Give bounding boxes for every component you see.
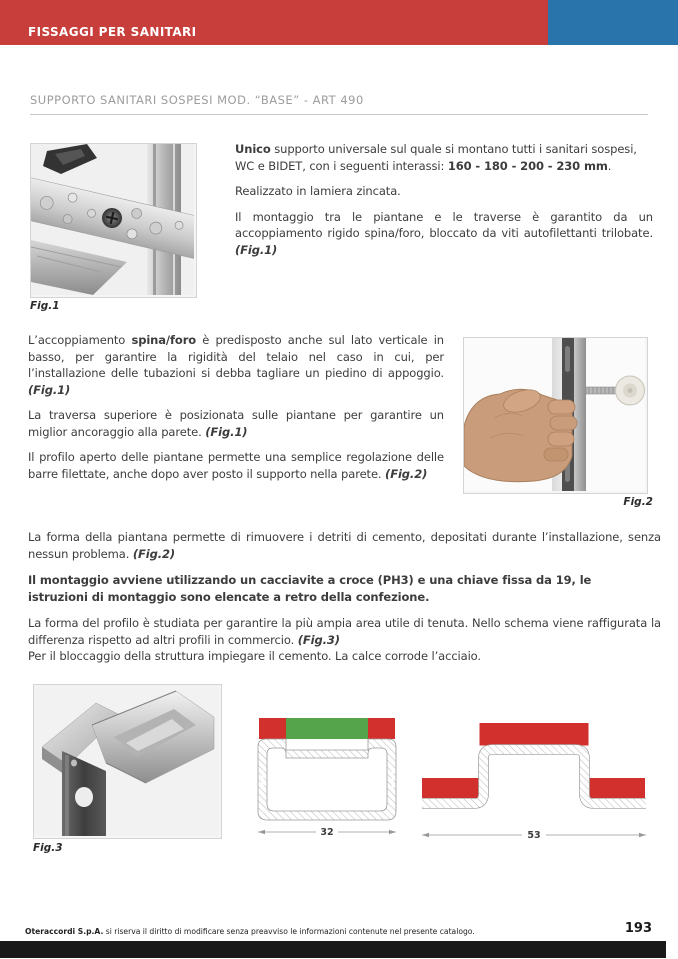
text-run: spina/foro <box>131 333 197 347</box>
seal-zone-left-wing <box>422 778 480 798</box>
dimension-line-53 <box>422 829 646 842</box>
header-blue-square <box>548 0 678 45</box>
fig2-hand-adjustment-illustration <box>464 338 645 491</box>
lower-text <box>28 529 661 665</box>
middle-text <box>28 332 444 482</box>
fig1-caption: Fig.1 <box>30 300 60 312</box>
paragraph <box>28 332 444 398</box>
text-run: Unico <box>235 142 271 156</box>
text-run: . <box>607 158 612 173</box>
fig3-profile-illustration <box>34 685 219 836</box>
paragraph <box>235 209 653 259</box>
fig3-caption: Fig.3 <box>33 842 63 854</box>
seal-zone-right <box>368 718 395 739</box>
text-run: Il profilo aperto delle piantane permette una semplice regolazione delle barre filettate, anche dopo aver posto il supporto nella parete. <box>28 450 444 481</box>
profile-diagram-32 <box>250 708 405 843</box>
grip-zone-center <box>286 718 368 739</box>
page-category-title: FISSAGGI PER SANITARI <box>28 25 197 39</box>
text-run: L’accoppiamento <box>28 333 132 347</box>
text-run: La traversa superiore è posizionata sulle piantane per garantire un miglior ancoraggio alla parete. <box>28 408 444 439</box>
paragraph <box>28 407 444 440</box>
figure-reference: (Fig.2) <box>132 546 176 561</box>
dimension-label: 53 <box>527 830 541 841</box>
paragraph <box>28 615 661 648</box>
fig2-photo <box>463 337 648 494</box>
paragraph <box>235 141 653 174</box>
seal-zone-left <box>259 718 286 739</box>
figure-reference: (Fig.3) <box>297 632 340 647</box>
text-run: La forma della piantana permette di rimuovere i detriti di cemento, depositati durante l’installazione, senza nessun problema. <box>28 530 661 561</box>
dimension-label: 32 <box>320 827 334 838</box>
dimension-line-32 <box>258 826 396 839</box>
paragraph <box>235 183 653 200</box>
paragraph <box>28 449 444 482</box>
fig2-caption: Fig.2 <box>623 496 653 508</box>
figure-reference: (Fig.1) <box>28 382 71 397</box>
paragraph <box>28 529 661 562</box>
paragraph <box>28 648 661 665</box>
paragraph-bold <box>28 572 605 605</box>
figure-reference: (Fig.1) <box>235 242 278 257</box>
section-title: SUPPORTO SANITARI SOSPESI MOD. “BASE” - ART 490 <box>30 93 364 107</box>
text-run: supporto universale sul quale si montano tutti i sanitari sospesi, WC e BIDET, con i seguenti interassi: <box>235 142 637 173</box>
header-bar <box>0 0 678 45</box>
text-run: La forma del profilo è studiata per garantire la più ampia area utile di tenuta. Nello schema viene raffigurata la differenza rispetto ad altri profili in commercio. <box>28 616 661 647</box>
text-run: Per il bloccaggio della struttura impiegare il cemento. La calce corrode l’acciaio. <box>28 649 481 663</box>
fig1-photo <box>30 143 197 298</box>
page-number: 193 <box>624 921 652 936</box>
fig1-bracket-illustration <box>31 144 194 295</box>
figure-reference: (Fig.2) <box>385 466 428 481</box>
company-name: Oteraccordi S.p.A. <box>25 927 104 936</box>
text-run: Realizzato in lamiera zincata. <box>235 184 401 198</box>
section-divider <box>30 114 648 115</box>
wall-slot-right <box>392 770 394 790</box>
text-run: Il montaggio avviene utilizzando un cacciavite a croce (PH3) e una chiave fissa da 19, le istruzioni di montaggio sono elencate a retro della confezione. <box>28 573 592 604</box>
c-profile-section <box>258 739 396 820</box>
intro-text <box>235 141 653 258</box>
seal-zone-crown <box>480 723 589 746</box>
text-run: si riserva il diritto di modificare senza preavviso le informazioni contenute nel presente catalogo. <box>103 927 475 936</box>
footer-bar <box>0 941 666 958</box>
text-run: è predisposto anche sul lato verticale in basso, per garantire la rigidità del telaio nel caso in cui, per l’installazione delle tubazioni si debba tagliare un piedino di appoggio. <box>28 333 444 380</box>
profile-diagram-53 <box>415 708 655 843</box>
text-run: 160 - 180 - 200 - 230 mm <box>447 158 608 173</box>
figure-reference: (Fig.1) <box>205 424 248 439</box>
wall-slot-left <box>262 770 264 790</box>
seal-zone-right-wing <box>588 778 645 798</box>
text-run: Il montaggio tra le piantane e le traverse è garantito da un accoppiamento rigido spina/foro, bloccato da viti autofilettanti trilobate. <box>235 209 653 240</box>
fig3-photo <box>33 684 222 839</box>
footer-disclaimer <box>25 927 475 936</box>
